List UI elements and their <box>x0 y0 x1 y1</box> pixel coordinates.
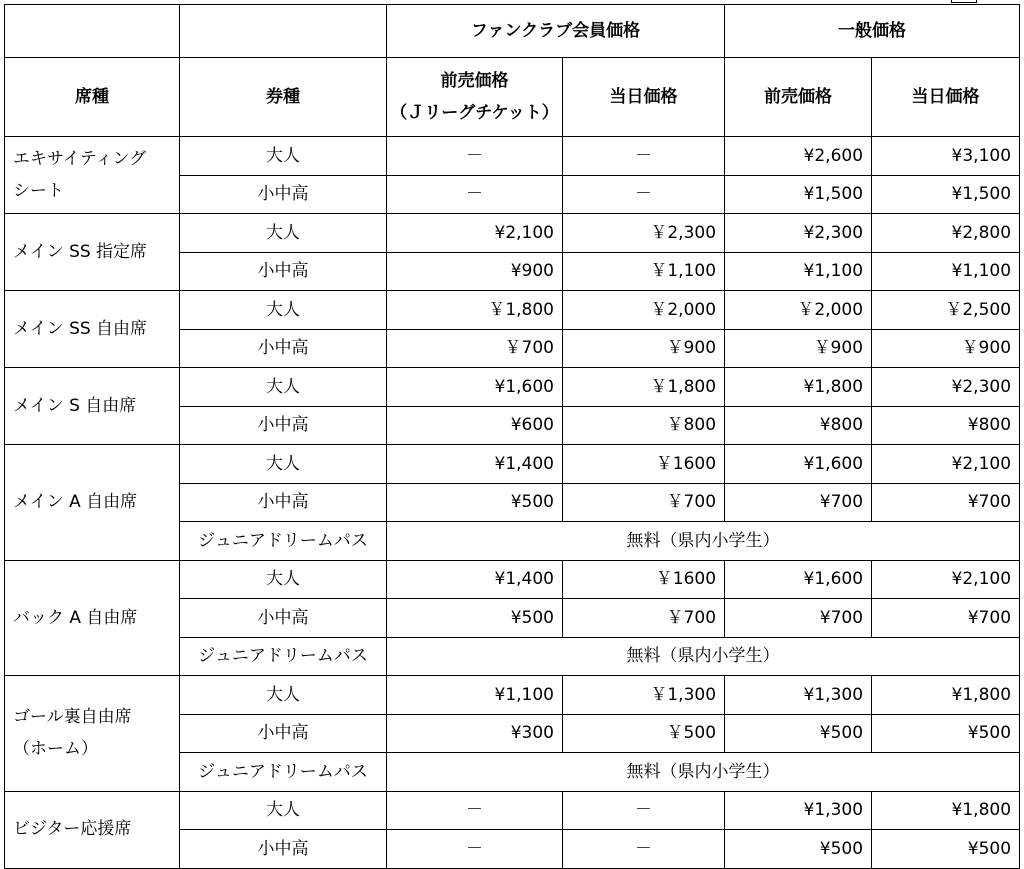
ticket-price-table <box>4 4 1020 869</box>
fc-advance-price: － <box>387 175 563 214</box>
ticket-type-cell: 小中高 <box>180 252 387 291</box>
gen-advance-price: ¥1,100 <box>725 252 872 291</box>
fc-advance-price: － <box>387 791 563 830</box>
seat-cell <box>5 137 180 214</box>
table-row <box>5 368 1020 407</box>
gen-advance-price: ¥800 <box>725 406 872 445</box>
free-pass-cell: 無料（県内小学生） <box>387 522 1020 561</box>
seat-label-line: シート <box>13 181 64 201</box>
header-empty-seat <box>5 5 180 58</box>
fc-advance-price: ¥1,400 <box>387 445 563 484</box>
ticket-type-cell: 大人 <box>180 445 387 484</box>
fc-dayof-price: ￥1,100 <box>563 252 725 291</box>
header-row-columns <box>5 58 1020 137</box>
gen-advance-price: ¥1,800 <box>725 368 872 407</box>
table-row <box>5 291 1020 330</box>
seat-cell <box>5 791 180 868</box>
fc-advance-price: ￥1,800 <box>387 291 563 330</box>
gen-dayof-price: ¥3,100 <box>872 137 1020 176</box>
gen-advance-price: ¥1,500 <box>725 175 872 214</box>
gen-dayof-price: ¥700 <box>872 483 1020 522</box>
gen-advance-price: ¥2,300 <box>725 214 872 253</box>
table-row <box>5 137 1020 176</box>
gen-dayof-price: ￥2,500 <box>872 291 1020 330</box>
gen-advance-price: ¥700 <box>725 599 872 638</box>
gen-dayof-price: ¥2,800 <box>872 214 1020 253</box>
gen-dayof-price: ¥1,800 <box>872 676 1020 715</box>
seat-cell <box>5 291 180 368</box>
gen-dayof-price: ￥900 <box>872 329 1020 368</box>
page-corner-mark <box>951 0 977 3</box>
seat-cell <box>5 676 180 792</box>
seat-label-line: メイン SS 指定席 <box>13 241 148 262</box>
ticket-type-cell: 小中高 <box>180 830 387 869</box>
gen-dayof-price: ¥500 <box>872 830 1020 869</box>
table-row <box>5 214 1020 253</box>
fc-advance-price: ¥1,100 <box>387 676 563 715</box>
gen-advance-price: ¥1,300 <box>725 676 872 715</box>
fc-dayof-price: ￥1,300 <box>563 676 725 715</box>
header-gen-dayof: 当日価格 <box>872 58 1020 137</box>
ticket-type-cell: 大人 <box>180 676 387 715</box>
fc-advance-price: － <box>387 830 563 869</box>
seat-label-line: エキサイティング <box>13 148 147 169</box>
fc-dayof-price: ￥1,800 <box>563 368 725 407</box>
seat-cell <box>5 214 180 291</box>
table-row <box>5 676 1020 715</box>
ticket-type-cell: ジュニアドリームパス <box>180 522 387 561</box>
gen-dayof-price: ¥1,500 <box>872 175 1020 214</box>
table-row <box>5 791 1020 830</box>
gen-advance-price: ¥500 <box>725 830 872 869</box>
ticket-type-cell: ジュニアドリームパス <box>180 637 387 676</box>
ticket-type-cell: 大人 <box>180 291 387 330</box>
gen-dayof-price: ¥2,300 <box>872 368 1020 407</box>
ticket-type-cell: 小中高 <box>180 483 387 522</box>
gen-dayof-price: ¥500 <box>872 714 1020 753</box>
ticket-type-cell: 小中高 <box>180 599 387 638</box>
fc-advance-price: ￥700 <box>387 329 563 368</box>
ticket-type-cell: 大人 <box>180 791 387 830</box>
fc-advance-price: ¥1,400 <box>387 560 563 599</box>
header-general-price: 一般価格 <box>725 5 1020 58</box>
seat-label-line: バック A 自由席 <box>13 607 138 628</box>
free-pass-cell: 無料（県内小学生） <box>387 753 1020 792</box>
header-gen-advance: 前売価格 <box>725 58 872 137</box>
fc-dayof-price: ￥2,000 <box>563 291 725 330</box>
fc-advance-price: ¥900 <box>387 252 563 291</box>
ticket-type-cell: 大人 <box>180 560 387 599</box>
fc-dayof-price: ￥700 <box>563 599 725 638</box>
seat-cell <box>5 445 180 561</box>
seat-cell <box>5 560 180 676</box>
seat-label-line: （ホーム） <box>13 739 98 760</box>
seat-label-line: ビジター応援席 <box>13 819 132 840</box>
fc-dayof-price: ￥900 <box>563 329 725 368</box>
gen-advance-price: ￥2,000 <box>725 291 872 330</box>
ticket-type-cell: 小中高 <box>180 714 387 753</box>
ticket-type-cell: 小中高 <box>180 175 387 214</box>
gen-dayof-price: ¥2,100 <box>872 560 1020 599</box>
seat-label-line: メイン A 自由席 <box>13 492 138 513</box>
header-fc-advance-line2: （Ｊリーグチケット） <box>390 103 559 123</box>
fc-advance-price: ¥300 <box>387 714 563 753</box>
fc-dayof-price: ￥1600 <box>563 445 725 484</box>
header-fc-advance <box>387 58 563 137</box>
table-row <box>5 560 1020 599</box>
gen-advance-price: ¥500 <box>725 714 872 753</box>
gen-dayof-price: ¥800 <box>872 406 1020 445</box>
seat-label-line: ゴール裏自由席 <box>13 706 132 727</box>
ticket-type-cell: 大人 <box>180 137 387 176</box>
fc-advance-price: ¥600 <box>387 406 563 445</box>
gen-dayof-price: ¥1,800 <box>872 791 1020 830</box>
header-fc-dayof: 当日価格 <box>563 58 725 137</box>
ticket-type-cell: ジュニアドリームパス <box>180 753 387 792</box>
ticket-type-cell: 小中高 <box>180 329 387 368</box>
fc-advance-price: ¥500 <box>387 483 563 522</box>
gen-dayof-price: ¥700 <box>872 599 1020 638</box>
fc-dayof-price: ￥1600 <box>563 560 725 599</box>
header-empty-ticket <box>180 5 387 58</box>
header-fc-advance-line1: 前売価格 <box>440 70 509 91</box>
fc-dayof-price: － <box>563 175 725 214</box>
gen-advance-price: ¥700 <box>725 483 872 522</box>
fc-dayof-price: ￥800 <box>563 406 725 445</box>
gen-dayof-price: ¥2,100 <box>872 445 1020 484</box>
free-pass-cell: 無料（県内小学生） <box>387 637 1020 676</box>
fc-dayof-price: ￥700 <box>563 483 725 522</box>
seat-label-line: メイン S 自由席 <box>13 395 137 416</box>
gen-dayof-price: ¥1,100 <box>872 252 1020 291</box>
seat-label-line: メイン SS 自由席 <box>13 318 148 339</box>
fc-dayof-price: ￥500 <box>563 714 725 753</box>
gen-advance-price: ¥1,300 <box>725 791 872 830</box>
header-row-groups <box>5 5 1020 58</box>
fc-advance-price: － <box>387 137 563 176</box>
table-row <box>5 445 1020 484</box>
gen-advance-price: ¥1,600 <box>725 560 872 599</box>
fc-advance-price: ¥2,100 <box>387 214 563 253</box>
header-seat-type: 席種 <box>5 58 180 137</box>
fc-dayof-price: ￥2,300 <box>563 214 725 253</box>
ticket-type-cell: 大人 <box>180 368 387 407</box>
fc-advance-price: ¥500 <box>387 599 563 638</box>
ticket-type-cell: 大人 <box>180 214 387 253</box>
header-fanclub-price: ファンクラブ会員価格 <box>387 5 725 58</box>
gen-advance-price: ￥900 <box>725 329 872 368</box>
fc-dayof-price: － <box>563 791 725 830</box>
ticket-type-cell: 小中高 <box>180 406 387 445</box>
fc-dayof-price: － <box>563 137 725 176</box>
fc-advance-price: ¥1,600 <box>387 368 563 407</box>
seat-cell <box>5 368 180 445</box>
gen-advance-price: ¥1,600 <box>725 445 872 484</box>
fc-dayof-price: － <box>563 830 725 869</box>
gen-advance-price: ¥2,600 <box>725 137 872 176</box>
header-ticket-type: 券種 <box>180 58 387 137</box>
